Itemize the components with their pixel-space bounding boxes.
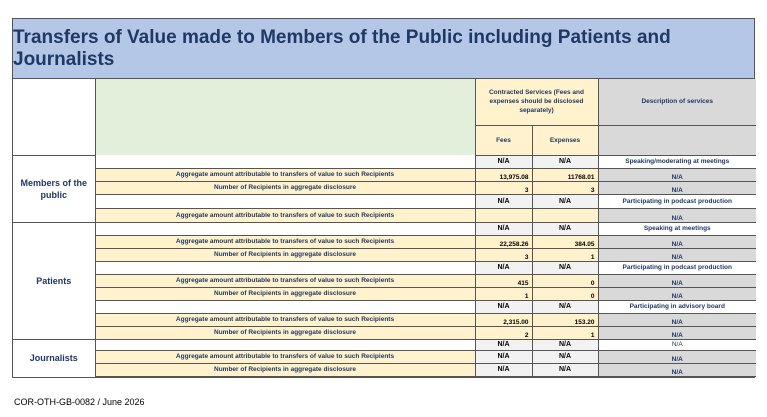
description-cell: Speaking/moderating at meetings — [598, 155, 756, 168]
table-row — [13, 208, 756, 222]
fees-cell: 22,258.26 — [475, 235, 532, 248]
description-cell: Participating in advisory board — [598, 300, 756, 313]
expenses-cell: 1 — [532, 248, 598, 261]
description-header: Description of services — [598, 79, 756, 125]
document-code: COR-OTH-GB-0082 / June 2026 — [14, 397, 145, 407]
expenses-cell: N/A — [532, 194, 598, 208]
contracted-services-header: Contracted Services (Fees and expenses should be disclosed separately) — [475, 79, 598, 125]
table-row — [13, 363, 756, 376]
fees-cell: 3 — [475, 181, 532, 194]
table-row — [13, 339, 756, 350]
row-label: Aggregate amount attributable to transfers of value to such Recipients — [95, 235, 475, 248]
expenses-cell: 384.05 — [532, 235, 598, 248]
table-row — [13, 168, 756, 181]
row-label — [95, 339, 475, 350]
description-cell: N/A — [598, 208, 756, 222]
description-cell: N/A — [598, 350, 756, 363]
table-row — [13, 181, 756, 194]
row-label: Aggregate amount attributable to transfers of value to such Recipients — [95, 313, 475, 326]
fees-cell: N/A — [475, 261, 532, 274]
table-body — [13, 155, 756, 376]
table-row — [13, 248, 756, 261]
table-row — [13, 300, 756, 313]
table-row — [13, 222, 756, 235]
table-row — [13, 313, 756, 326]
row-label: Aggregate amount attributable to transfers of value to such Recipients — [95, 274, 475, 287]
row-label — [95, 194, 475, 208]
description-cell: N/A — [598, 181, 756, 194]
row-label: Number of Recipients in aggregate disclosure — [95, 287, 475, 300]
fees-cell — [475, 208, 532, 222]
group-patients: Patients — [13, 222, 95, 339]
fees-cell: N/A — [475, 350, 532, 363]
group-journalists: Journalists — [13, 339, 95, 376]
table-row — [13, 155, 756, 168]
expenses-cell: 11768.01 — [532, 168, 598, 181]
row-label — [95, 155, 475, 168]
fees-cell: 2,315.00 — [475, 313, 532, 326]
fees-cell: N/A — [475, 339, 532, 350]
row-label — [95, 300, 475, 313]
expenses-cell: 3 — [532, 181, 598, 194]
fees-cell: 2 — [475, 326, 532, 339]
description-cell: Speaking at meetings — [598, 222, 756, 235]
title-bar — [13, 19, 754, 79]
description-cell: N/A — [598, 248, 756, 261]
fees-cell: N/A — [475, 155, 532, 168]
row-label — [95, 222, 475, 235]
row-label: Number of Recipients in aggregate disclosure — [95, 326, 475, 339]
description-cell: N/A — [598, 168, 756, 181]
page-title: Transfers of Value made to Members of the Public including Patients and Journalists — [13, 26, 671, 70]
description-subheader — [598, 125, 756, 155]
row-label: Aggregate amount attributable to transfers of value to such Recipients — [95, 208, 475, 222]
fees-cell: N/A — [475, 300, 532, 313]
fees-cell: N/A — [475, 222, 532, 235]
fees-cell: N/A — [475, 194, 532, 208]
description-cell: Participating in podcast production — [598, 194, 756, 208]
expenses-cell: N/A — [532, 300, 598, 313]
fees-cell: 415 — [475, 274, 532, 287]
description-cell: N/A — [598, 339, 756, 350]
description-cell: N/A — [598, 313, 756, 326]
table-row — [13, 287, 756, 300]
table-row — [13, 350, 756, 363]
expenses-cell: N/A — [532, 261, 598, 274]
fees-cell: 1 — [475, 287, 532, 300]
expenses-cell: N/A — [532, 222, 598, 235]
table-row — [13, 194, 756, 208]
header-corner — [13, 79, 95, 155]
description-cell: N/A — [598, 326, 756, 339]
description-cell: Participating in podcast production — [598, 261, 756, 274]
row-label: Number of Recipients in aggregate disclosure — [95, 181, 475, 194]
expenses-cell — [532, 208, 598, 222]
description-cell: N/A — [598, 235, 756, 248]
expenses-cell: 1 — [532, 326, 598, 339]
row-label: Aggregate amount attributable to transfers of value to such Recipients — [95, 350, 475, 363]
header-label-area — [95, 79, 475, 155]
description-cell: N/A — [598, 363, 756, 376]
fees-cell: 3 — [475, 248, 532, 261]
table-row — [13, 326, 756, 339]
table-row — [13, 261, 756, 274]
row-label — [95, 261, 475, 274]
fees-cell: 13,975.08 — [475, 168, 532, 181]
description-cell: N/A — [598, 287, 756, 300]
expenses-cell: 0 — [532, 274, 598, 287]
group-members: Members of the public — [13, 155, 95, 222]
table-row — [13, 274, 756, 287]
fees-cell: N/A — [475, 363, 532, 376]
expenses-header: Expenses — [532, 125, 598, 155]
expenses-cell: N/A — [532, 339, 598, 350]
expenses-cell: 0 — [532, 287, 598, 300]
expenses-cell: N/A — [532, 350, 598, 363]
expenses-cell: 153.20 — [532, 313, 598, 326]
row-label: Number of Recipients in aggregate disclosure — [95, 248, 475, 261]
row-label: Aggregate amount attributable to transfers of value to such Recipients — [95, 168, 475, 181]
disclosure-table — [13, 79, 756, 377]
description-cell: N/A — [598, 274, 756, 287]
row-label: Number of Recipients in aggregate disclosure — [95, 363, 475, 376]
table-row — [13, 235, 756, 248]
disclosure-sheet — [12, 18, 755, 378]
expenses-cell: N/A — [532, 363, 598, 376]
expenses-cell: N/A — [532, 155, 598, 168]
fees-header: Fees — [475, 125, 532, 155]
